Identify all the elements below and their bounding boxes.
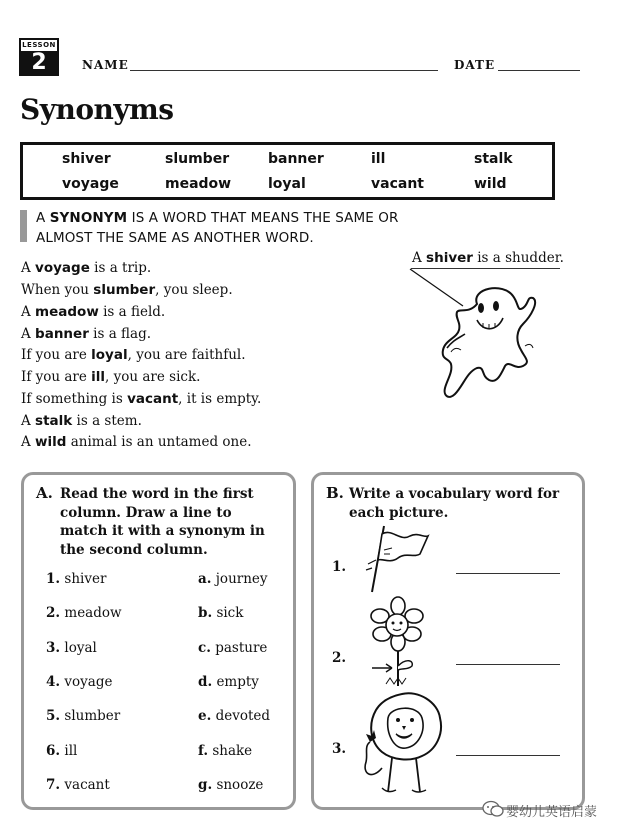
match-right-item[interactable]: f. shake — [198, 743, 253, 759]
match-left-item[interactable]: 4. voyage — [46, 674, 113, 690]
sentence: If you are ill, you are sick. — [21, 369, 201, 385]
word-box-word: stalk — [474, 151, 513, 167]
sentence: When you slumber, you sleep. — [21, 282, 233, 298]
watermark-text: 婴幼儿英语启蒙 — [506, 805, 598, 820]
lesson-label: LESSON — [22, 41, 56, 49]
word-box-word: shiver — [62, 151, 111, 167]
word-box-word: vacant — [371, 176, 424, 192]
banner-picture-icon — [362, 524, 434, 594]
match-right-item[interactable]: a. journey — [198, 571, 268, 587]
definition — [36, 208, 398, 248]
match-left-item[interactable]: 7. vacant — [46, 777, 110, 793]
sentence: A stalk is a stem. — [21, 413, 142, 429]
section-a-letter: A. — [36, 484, 53, 502]
answer-blank-3[interactable] — [456, 755, 560, 756]
definition-text: A — [36, 210, 50, 226]
word-box-word: loyal — [268, 176, 306, 192]
date-line[interactable] — [498, 70, 580, 71]
sentence: A meadow is a field. — [21, 304, 166, 320]
word-box-word: banner — [268, 151, 324, 167]
word-box-word: slumber — [165, 151, 230, 167]
picture-item-number: 1. — [332, 559, 347, 575]
match-right-item[interactable]: c. pasture — [198, 640, 268, 656]
section-b-instructions: Write a vocabulary word for each picture. — [349, 486, 560, 521]
match-left-item[interactable]: 1. shiver — [46, 571, 107, 587]
ghost-illustration — [405, 268, 565, 413]
match-left-item[interactable]: 2. meadow — [46, 605, 122, 621]
sentence: If something is vacant, it is empty. — [21, 391, 262, 407]
picture-item-number: 3. — [332, 741, 347, 757]
name-label: NAME — [82, 58, 129, 72]
flower-picture-icon — [366, 596, 426, 688]
name-line[interactable] — [130, 70, 438, 71]
definition-text: IS A WORD THAT MEANS THE SAME OR — [127, 210, 399, 226]
sentence: A wild animal is an untamed one. — [21, 434, 252, 450]
date-label: DATE — [454, 58, 496, 72]
definition-term: SYNONYM — [49, 210, 128, 226]
match-right-item[interactable]: g. snooze — [198, 777, 264, 793]
word-box-word: voyage — [62, 176, 119, 192]
sentence: A banner is a flag. — [21, 326, 152, 342]
picture-item-number: 2. — [332, 650, 347, 666]
section-b-letter: B. — [326, 484, 344, 502]
match-right-item[interactable]: b. sick — [198, 605, 244, 621]
word-box-word: ill — [371, 151, 386, 167]
match-right-item[interactable]: e. devoted — [198, 708, 271, 724]
section-a-instructions: Read the word in the first column. Draw a line to match it with a synonym in the second column. — [60, 486, 265, 558]
page-title: Synonyms — [20, 93, 174, 126]
answer-blank-2[interactable] — [456, 664, 560, 665]
lesson-badge — [19, 38, 59, 76]
word-box-word: meadow — [165, 176, 232, 192]
sentence: A voyage is a trip. — [21, 260, 152, 276]
match-left-item[interactable]: 6. ill — [46, 743, 78, 759]
answer-blank-1[interactable] — [456, 573, 560, 574]
ghost-caption: A shiver is a shudder. — [412, 250, 564, 266]
match-left-item[interactable]: 5. slumber — [46, 708, 121, 724]
lion-picture-icon — [352, 688, 452, 800]
definition-text: ALMOST THE SAME AS ANOTHER WORD. — [36, 230, 314, 246]
word-box-word: wild — [474, 176, 507, 192]
lesson-number: 2 — [31, 50, 47, 75]
word-box — [20, 142, 555, 200]
sentence: If you are loyal, you are faithful. — [21, 347, 246, 363]
wechat-logo-icon — [482, 800, 504, 818]
definition-bar — [20, 210, 27, 242]
match-right-item[interactable]: d. empty — [198, 674, 259, 690]
match-left-item[interactable]: 3. loyal — [46, 640, 97, 656]
